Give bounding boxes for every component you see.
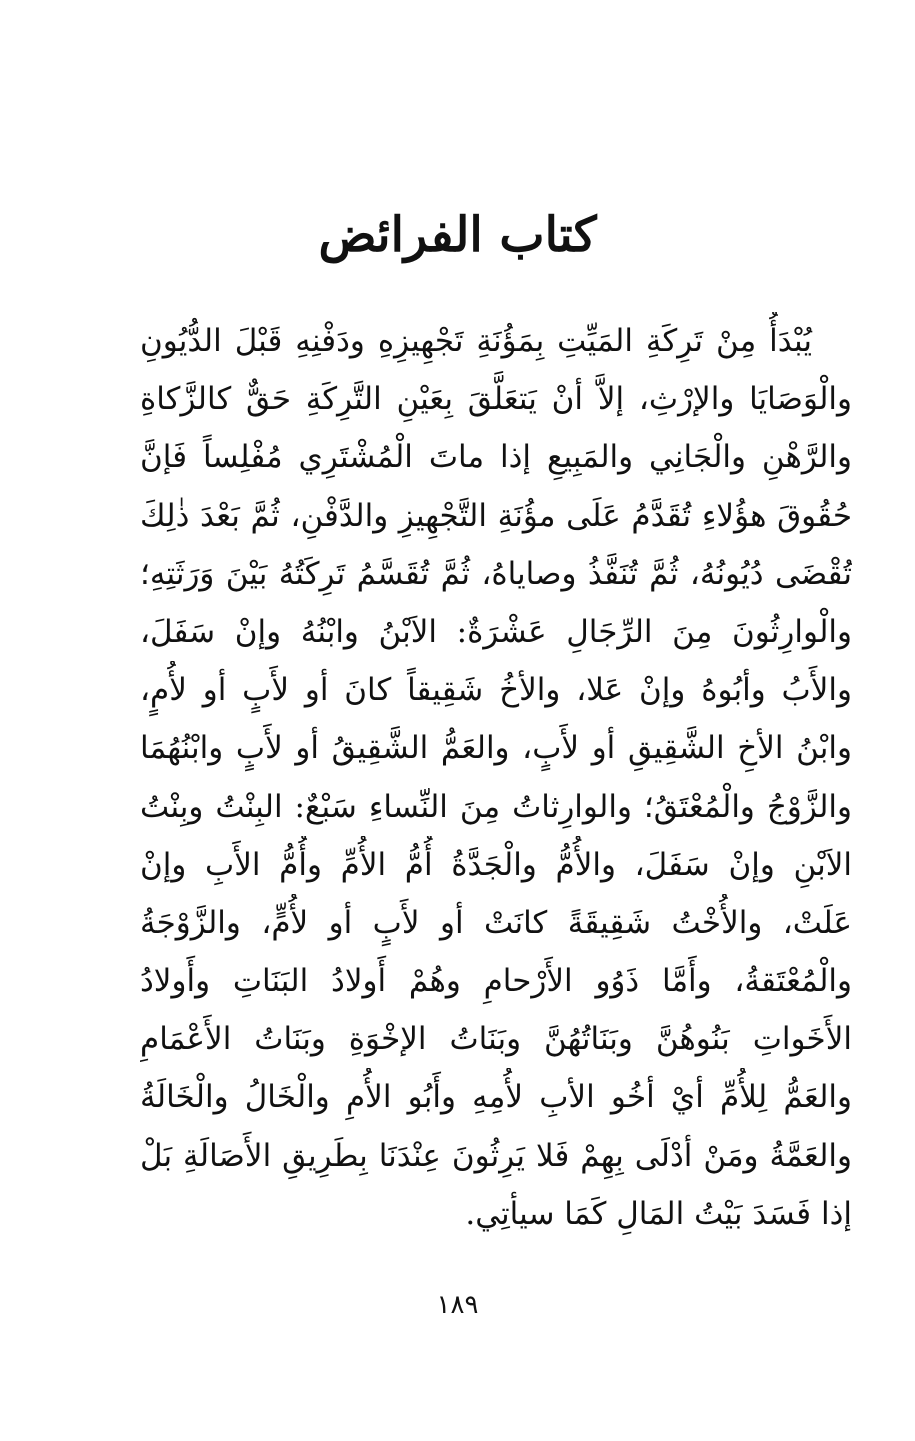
- text-line: إذا فَسَدَ بَيْتُ المَالِ كَمَا سيأتِي.: [465, 1195, 852, 1232]
- text-line: حُقُوقَ هؤُلاءِ تُقَدَّمُ عَلَى مؤُنَةِ التَّجْهِيزِ والدَّفْنِ، ثُمَّ بَعْدَ ذٰلِكَ: [140, 497, 852, 534]
- body-text: [140, 312, 852, 1243]
- text-line: والزَّوْجُ والْمُعْتَقُ؛ والوارِثاتُ مِنَ النِّساءِ سَبْعٌ: البِنْتُ وبِنْتُ: [140, 788, 852, 825]
- text-line: الاَبْنِ وإنْ سَفَلَ، والأُمُّ والْجَدَّةُ أُمُّ الأُمِّ وأُمُّ الأَبِ وإنْ: [140, 846, 852, 883]
- text-line: والعَمَّةُ ومَنْ أدْلَى بِهِمْ فَلا يَرِثُونَ عِنْدَنَا بِطَرِيقِ الأَصَالَةِ بَلْ: [140, 1137, 852, 1174]
- text-line: الأَخَواتِ بَنُوهُنَّ وبَنَاتُهُنَّ وبَنَاتُ الإخْوَةِ وبَنَاتُ الأَعْمَامِ: [140, 1021, 852, 1058]
- text-line: وابْنُ الأخِ الشَّقِيقِ أو لأَبٍ، والعَمُّ الشَّقِيقُ أو لأَبٍ وابْنُهُمَا: [140, 730, 852, 767]
- text-line: والْمُعْتَقةُ، وأَمَّا ذَوُو الأَرْحامِ وهُمْ أَولادُ البَنَاتِ وأَولادُ: [140, 963, 852, 1000]
- text-line: والرَّهْنِ والْجَانِي والمَبِيعِ إذا ماتَ الْمُشْتَرِي مُفْلِساً فَإنَّ: [140, 439, 852, 476]
- text-line: والْوَصَايَا والإرْثِ، إلاَّ أنْ يَتعَلَّقَ بِعَيْنِ التَّرِكَةِ حَقٌّ كالزَّكاةِ: [140, 381, 852, 418]
- text-line: عَلَتْ، والأُخْتُ شَقِيقَةً كانَتْ أو لأَبٍ أو لأُمٍّ، والزَّوْجَةُ: [140, 904, 852, 941]
- text-line: يُبْدَأُ مِنْ تَرِكَةِ المَيِّتِ بِمَؤُنَةِ تَجْهِيزِهِ ودَفْنِهِ قَبْلَ الدُّيُونِ: [140, 323, 812, 359]
- text-line: والْوارِثُونَ مِنَ الرِّجَالِ عَشْرَةٌ: الاَبْنُ وابْنُهُ وإنْ سَفَلَ،: [140, 613, 852, 650]
- page-number: ١٨٩: [436, 1290, 479, 1320]
- text-line: تُقْضَى دُيُونُهُ، ثُمَّ تُنَفَّذُ وصاياهُ، ثُمَّ تُقَسَّمُ تَرِكَتُهُ بَيْنَ وَرَثَتِهِ؛: [140, 555, 852, 592]
- text-line: والعَمُّ لِلأُمِّ أيْ أخُو الأبِ لأُمِهِ وأَبُو الأُمِ والْخَالُ والْخَالَةُ: [140, 1079, 852, 1116]
- text-line: والأَبُ وأبُوهُ وإنْ عَلا، والأخُ شَقِيقاً كانَ أو لأَبٍ أو لأُمٍ،: [140, 672, 852, 709]
- chapter-title: كتاب الفرائض: [318, 207, 597, 263]
